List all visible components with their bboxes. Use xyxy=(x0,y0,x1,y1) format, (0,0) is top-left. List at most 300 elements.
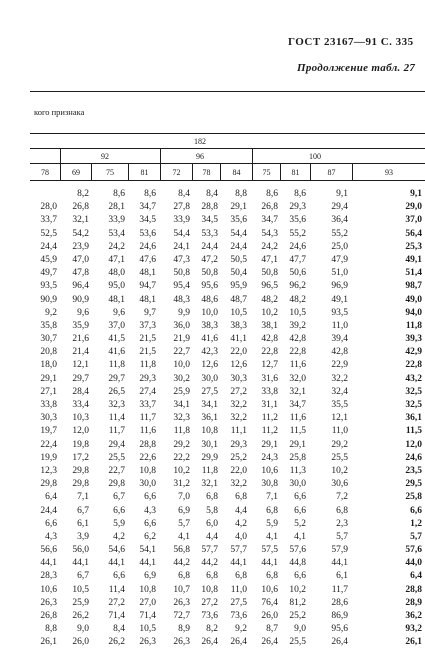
table-cell: 10,6 xyxy=(261,584,278,595)
table-cell: 30,0 xyxy=(139,479,156,490)
table-cell: 30,3 xyxy=(40,413,57,424)
table-cell: 30,6 xyxy=(331,479,348,490)
table-cell: 10,2 xyxy=(173,465,190,476)
data-column xyxy=(221,188,247,650)
table-cell: 47,1 xyxy=(261,254,278,265)
table-cell: 37,3 xyxy=(139,320,156,331)
col-header: 84 xyxy=(232,168,241,177)
table-cell: 50,8 xyxy=(173,268,190,279)
table-cell: 6,8 xyxy=(206,492,218,503)
table-cell: 4,2 xyxy=(113,531,125,542)
table-cell: 12,1 xyxy=(331,413,348,424)
col-header: 75 xyxy=(106,168,114,177)
table-cell: 27,5 xyxy=(201,386,218,397)
table-cell: 31,6 xyxy=(261,373,278,384)
table-cell: 44,1 xyxy=(72,558,89,569)
table-cell: 26,2 xyxy=(72,611,89,621)
table-cell: 30,3 xyxy=(230,373,247,384)
table-cell: 21,9 xyxy=(173,334,190,345)
table-cell: 54,6 xyxy=(108,545,125,556)
table-cell: 6,6 xyxy=(410,505,422,516)
table-cell: 6,6 xyxy=(144,492,156,503)
table-cell: 26,3 xyxy=(173,597,190,608)
table-cell: 32,2 xyxy=(230,479,247,490)
table-cell: 10,0 xyxy=(173,360,190,371)
table-cell: 48,1 xyxy=(139,294,156,305)
table-cell: 30,8 xyxy=(261,479,278,490)
table-cell: 29,8 xyxy=(108,479,125,490)
table-cell: 32,5 xyxy=(405,386,422,397)
table-cell: 54,4 xyxy=(230,228,247,239)
table-cell: 29,9 xyxy=(201,452,218,463)
table-cell: 55,2 xyxy=(331,228,348,239)
col-header: 81 xyxy=(291,168,300,177)
table-cell: 48,6 xyxy=(201,294,218,305)
table-cell: 73,6 xyxy=(201,611,218,621)
header-rule-4 xyxy=(30,180,425,181)
table-cell: 25,8 xyxy=(405,492,422,503)
table-cell: 6,6 xyxy=(45,518,57,529)
table-cell: 33,9 xyxy=(173,215,190,226)
table-cell: 8,4 xyxy=(113,624,125,635)
table-cell: 26,2 xyxy=(108,637,125,648)
table-cell: 11,5 xyxy=(289,426,306,437)
table-cell: 12,6 xyxy=(230,360,247,371)
table-cell: 6,6 xyxy=(113,571,125,582)
table-cell: 4,1 xyxy=(266,531,278,542)
table-cell: 6,7 xyxy=(77,505,89,516)
table-cell: 51,4 xyxy=(405,268,422,279)
table-cell: 6,6 xyxy=(294,571,306,582)
table-cell: 11,7 xyxy=(331,584,348,595)
table-cell: 41,6 xyxy=(201,334,218,345)
table-cell: 47,2 xyxy=(201,254,218,265)
table-cell: 11,0 xyxy=(331,320,348,331)
table-cell: 50,8 xyxy=(261,268,278,279)
table-cell: 36,2 xyxy=(405,611,422,621)
table-cell: 56,0 xyxy=(72,545,89,556)
table-cell: 93,2 xyxy=(405,624,422,635)
subgroup-92: 92 xyxy=(101,152,109,161)
table-cell xyxy=(30,188,57,201)
table-cell: 25,5 xyxy=(289,637,306,648)
table-cell: 10,5 xyxy=(72,584,89,595)
table-cell: 38,3 xyxy=(201,320,218,331)
table-cell: 32,2 xyxy=(230,413,247,424)
table-cell: 96,9 xyxy=(331,281,348,292)
table-cell: 11,8 xyxy=(108,360,125,371)
table-cell: 27,0 xyxy=(139,597,156,608)
table-cell: 10,2 xyxy=(289,584,306,595)
table-cell: 23,5 xyxy=(405,465,422,476)
table-cell: 9,2 xyxy=(45,307,57,318)
table-cell: 6,7 xyxy=(77,571,89,582)
table-cell: 11,6 xyxy=(289,360,306,371)
table-cell: 50,6 xyxy=(289,268,306,279)
col-header: 69 xyxy=(72,168,80,177)
table-cell: 34,1 xyxy=(173,400,190,410)
table-cell: 48,3 xyxy=(173,294,190,305)
table-cell: 9,6 xyxy=(113,307,125,318)
table-cell: 96,5 xyxy=(261,281,278,292)
data-column xyxy=(92,188,125,650)
table-cell: 34,7 xyxy=(261,215,278,226)
table-cell: 35,5 xyxy=(331,400,348,410)
table-cell: 35,9 xyxy=(72,320,89,331)
table-cell: 7,1 xyxy=(266,492,278,503)
table-cell: 11,4 xyxy=(108,584,125,595)
table-cell: 30,2 xyxy=(173,373,190,384)
col-header: 81 xyxy=(140,168,149,177)
table-cell: 44,0 xyxy=(405,558,422,569)
table-cell: 10,5 xyxy=(230,307,247,318)
table-cell: 4,2 xyxy=(235,518,247,529)
table-cell: 29,3 xyxy=(289,202,306,213)
table-cell: 35,6 xyxy=(289,215,306,226)
table-cell: 6,8 xyxy=(235,571,247,582)
table-cell: 48,2 xyxy=(261,294,278,305)
table-cell: 47,1 xyxy=(108,254,125,265)
table-cell: 8,4 xyxy=(178,189,190,199)
table-cell: 6,8 xyxy=(235,492,247,503)
table-cell: 45,9 xyxy=(40,254,57,265)
table-cell: 29,1 xyxy=(230,202,247,213)
table-cell: 95,0 xyxy=(108,281,125,292)
table-cell: 36,4 xyxy=(331,215,348,226)
table-cell: 33,9 xyxy=(108,215,125,226)
table-cell: 26,4 xyxy=(261,637,278,648)
table-cell: 11,1 xyxy=(230,426,247,437)
table-cell: 32,1 xyxy=(201,479,218,490)
table-cell: 11,0 xyxy=(230,584,247,595)
table-cell: 5,8 xyxy=(206,505,218,516)
table-cell: 6,8 xyxy=(178,571,190,582)
table-cell: 22,2 xyxy=(173,452,190,463)
table-cell: 57,5 xyxy=(261,545,278,556)
table-cell: 32,3 xyxy=(108,400,125,410)
table-cell: 25,5 xyxy=(108,452,125,463)
table-cell: 28,3 xyxy=(40,571,57,582)
data-column xyxy=(30,188,57,650)
table-cell: 6,8 xyxy=(266,505,278,516)
header-rule-2 xyxy=(30,148,425,149)
table-cell: 44,1 xyxy=(261,558,278,569)
table-cell: 29,1 xyxy=(40,373,57,384)
table-cell: 36,0 xyxy=(173,320,190,331)
table-cell: 29,3 xyxy=(230,439,247,450)
table-cell: 32,5 xyxy=(405,400,422,410)
table-cell: 42,8 xyxy=(261,334,278,345)
table-cell: 53,6 xyxy=(139,228,156,239)
table-cell: 34,1 xyxy=(201,400,218,410)
table-cell: 24,4 xyxy=(230,241,247,252)
table-cell: 29,4 xyxy=(331,202,348,213)
table-cell: 28,1 xyxy=(108,202,125,213)
table-cell: 95,9 xyxy=(230,281,247,292)
table-cell: 27,2 xyxy=(201,597,218,608)
table-cell: 48,2 xyxy=(289,294,306,305)
data-column xyxy=(129,188,156,650)
table-cell: 50,5 xyxy=(230,254,247,265)
table-cell: 9,9 xyxy=(178,307,190,318)
table-cell: 57,6 xyxy=(405,545,422,556)
table-cell: 24,4 xyxy=(40,241,57,252)
table-cell: 8,6 xyxy=(266,189,278,199)
table-cell: 38,3 xyxy=(230,320,247,331)
table-cell: 28,0 xyxy=(40,202,57,213)
table-continuation-label: Продолжение табл. 27 xyxy=(297,62,416,74)
table-cell: 6,4 xyxy=(45,492,57,503)
table-cell: 6,6 xyxy=(294,492,306,503)
table-cell: 51,0 xyxy=(331,268,348,279)
table-cell: 39,4 xyxy=(331,334,348,345)
table-cell: 22,8 xyxy=(289,347,306,358)
table-cell: 32,4 xyxy=(331,386,348,397)
table-cell: 24,2 xyxy=(261,241,278,252)
table-cell: 44,1 xyxy=(139,558,156,569)
table-cell: 39,3 xyxy=(405,334,422,345)
table-cell: 10,0 xyxy=(201,307,218,318)
table-cell: 11,3 xyxy=(289,465,306,476)
table-cell: 25,2 xyxy=(289,611,306,621)
data-column xyxy=(193,188,218,650)
table-cell: 22,7 xyxy=(108,465,125,476)
table-cell: 11,8 xyxy=(405,320,422,331)
table-cell: 71,4 xyxy=(139,611,156,621)
table-cell: 95,6 xyxy=(331,624,348,635)
table-cell: 6,9 xyxy=(178,505,190,516)
table-cell: 35,6 xyxy=(230,215,247,226)
table-cell: 21,4 xyxy=(72,347,89,358)
table-cell: 6,6 xyxy=(144,518,156,529)
table-cell: 8,8 xyxy=(235,189,247,199)
table-cell: 34,5 xyxy=(139,215,156,226)
table-cell: 5,9 xyxy=(266,518,278,529)
table-cell: 26,0 xyxy=(72,637,89,648)
table-cell: 48,7 xyxy=(230,294,247,305)
table-cell: 28,9 xyxy=(405,597,422,608)
table-cell: 43,2 xyxy=(405,373,422,384)
table-cell: 36,1 xyxy=(201,413,218,424)
table-cell: 29,1 xyxy=(261,439,278,450)
table-cell: 29,8 xyxy=(40,479,57,490)
table-cell: 6,8 xyxy=(206,571,218,582)
table-cell: 29,3 xyxy=(139,373,156,384)
table-cell: 25,9 xyxy=(173,386,190,397)
table-cell: 9,2 xyxy=(235,624,247,635)
table-cell: 29,2 xyxy=(173,439,190,450)
table-cell: 10,5 xyxy=(139,624,156,635)
table-cell: 11,2 xyxy=(261,413,278,424)
table-cell: 26,1 xyxy=(405,637,422,648)
table-cell: 50,8 xyxy=(201,268,218,279)
table-cell: 32,2 xyxy=(331,373,348,384)
table-cell: 33,4 xyxy=(72,400,89,410)
table-cell: 33,8 xyxy=(40,400,57,410)
table-cell: 10,7 xyxy=(173,584,190,595)
table-cell: 7,0 xyxy=(178,492,190,503)
table-cell: 27,2 xyxy=(108,597,125,608)
table-cell: 24,6 xyxy=(139,241,156,252)
table-cell: 6,7 xyxy=(113,492,125,503)
table-cell: 48,1 xyxy=(139,268,156,279)
table-cell: 56,4 xyxy=(405,228,422,239)
table-cell: 27,4 xyxy=(139,386,156,397)
table-cell: 6,1 xyxy=(336,571,348,582)
table-cell: 25,5 xyxy=(331,452,348,463)
table-cell: 47,7 xyxy=(289,254,306,265)
table-cell: 36,1 xyxy=(405,413,422,424)
table-cell: 11,8 xyxy=(173,426,190,437)
table-cell: 5,7 xyxy=(178,518,190,529)
table-cell: 29,2 xyxy=(331,439,348,450)
table-cell: 11,4 xyxy=(108,413,125,424)
group-label: 182 xyxy=(194,137,206,146)
table-cell: 4,3 xyxy=(45,531,57,542)
table-cell: 30,0 xyxy=(201,373,218,384)
table-cell: 6,8 xyxy=(336,505,348,516)
table-cell: 48,1 xyxy=(108,294,125,305)
table-cell: 96,4 xyxy=(72,281,89,292)
table-cell: 25,3 xyxy=(405,241,422,252)
table-cell: 56,6 xyxy=(40,545,57,556)
table-cell: 2,3 xyxy=(336,518,348,529)
table-cell: 24,6 xyxy=(405,452,422,463)
table-cell: 6,6 xyxy=(113,505,125,516)
table-cell: 57,7 xyxy=(201,545,218,556)
header-rule-3 xyxy=(30,163,425,164)
table-cell: 44,8 xyxy=(289,558,306,569)
table-cell: 22,8 xyxy=(405,360,422,371)
table-cell: 6,6 xyxy=(294,505,306,516)
table-cell: 21,6 xyxy=(72,334,89,345)
table-cell: 23,9 xyxy=(72,241,89,252)
table-cell: 10,2 xyxy=(261,307,278,318)
table-cell: 25,0 xyxy=(331,241,348,252)
table-cell: 22,4 xyxy=(40,439,57,450)
table-cell: 8,7 xyxy=(266,624,278,635)
table-cell: 54,1 xyxy=(139,545,156,556)
table-cell: 33,7 xyxy=(139,400,156,410)
table-cell: 10,3 xyxy=(72,413,89,424)
table-cell: 32,0 xyxy=(289,373,306,384)
table-cell: 11,6 xyxy=(289,413,306,424)
table-cell: 27,8 xyxy=(173,202,190,213)
table-cell: 57,9 xyxy=(331,545,348,556)
table-cell: 9,0 xyxy=(77,624,89,635)
table-cell: 29,8 xyxy=(72,479,89,490)
table-cell: 21,5 xyxy=(139,347,156,358)
table-cell: 4,3 xyxy=(144,505,156,516)
table-cell: 11,2 xyxy=(261,426,278,437)
table-cell: 6,0 xyxy=(206,518,218,529)
table-cell: 8,9 xyxy=(178,624,190,635)
table-cell: 28,8 xyxy=(201,202,218,213)
table-cell: 26,3 xyxy=(139,637,156,648)
table-cell: 26,3 xyxy=(40,597,57,608)
table-cell: 5,7 xyxy=(336,531,348,542)
table-cell: 72,7 xyxy=(173,611,190,621)
table-cell: 52,5 xyxy=(40,228,57,239)
table-cell: 26,3 xyxy=(173,637,190,648)
col-header: 75 xyxy=(262,168,271,177)
table-cell: 42,8 xyxy=(289,334,306,345)
table-cell: 6,2 xyxy=(144,531,156,542)
table-cell: 30,7 xyxy=(40,334,57,345)
table-cell: 29,5 xyxy=(405,479,422,490)
table-cell: 9,6 xyxy=(77,307,89,318)
table-cell: 31,1 xyxy=(261,400,278,410)
table-cell: 10,8 xyxy=(201,426,218,437)
table-cell: 95,6 xyxy=(201,281,218,292)
table-cell: 73,6 xyxy=(230,611,247,621)
table-cell: 42,9 xyxy=(405,347,422,358)
table-cell: 12,6 xyxy=(201,360,218,371)
table-cell: 44,2 xyxy=(201,558,218,569)
data-column xyxy=(61,188,89,650)
table-cell: 10,8 xyxy=(139,584,156,595)
table-cell: 11,8 xyxy=(139,360,156,371)
table-cell: 9,1 xyxy=(336,189,348,199)
table-cell: 34,5 xyxy=(201,215,218,226)
table-cell: 25,9 xyxy=(72,597,89,608)
table-cell: 18,0 xyxy=(40,360,57,371)
table-cell: 10,2 xyxy=(331,465,348,476)
table-cell: 90,9 xyxy=(40,294,57,305)
table-cell: 11,5 xyxy=(405,426,422,437)
table-cell: 41,1 xyxy=(230,334,247,345)
table-cell: 10,6 xyxy=(261,465,278,476)
col-header: 78 xyxy=(202,168,211,177)
table-cell: 6,1 xyxy=(77,518,89,529)
table-cell: 11,8 xyxy=(201,465,218,476)
table-cell: 26,8 xyxy=(72,202,89,213)
table-cell: 41,6 xyxy=(108,347,125,358)
subgroup-100: 100 xyxy=(309,152,321,161)
table-cell: 29,8 xyxy=(72,465,89,476)
table-cell: 6,4 xyxy=(410,571,422,582)
table-cell: 56,8 xyxy=(173,545,190,556)
table-cell: 6,8 xyxy=(266,571,278,582)
table-cell: 4,0 xyxy=(235,531,247,542)
table-cell: 54,3 xyxy=(261,228,278,239)
table-cell: 33,8 xyxy=(261,386,278,397)
table-cell: 29,7 xyxy=(72,373,89,384)
table-cell: 22,0 xyxy=(230,465,247,476)
table-cell: 7,2 xyxy=(336,492,348,503)
table-cell: 26,4 xyxy=(201,637,218,648)
table-cell: 22,0 xyxy=(230,347,247,358)
table-cell: 47,8 xyxy=(72,268,89,279)
table-cell: 32,2 xyxy=(230,400,247,410)
table-cell: 12,1 xyxy=(72,360,89,371)
table-cell: 4,1 xyxy=(294,531,306,542)
table-cell: 26,4 xyxy=(331,637,348,648)
table-cell: 49,1 xyxy=(331,294,348,305)
table-cell: 5,9 xyxy=(113,518,125,529)
table-cell: 38,1 xyxy=(261,320,278,331)
col-header: 93 xyxy=(385,168,393,177)
table-cell: 29,0 xyxy=(405,202,422,213)
table-cell: 1,2 xyxy=(410,518,422,529)
table-cell: 33,7 xyxy=(40,215,57,226)
table-cell: 34,7 xyxy=(139,202,156,213)
table-cell: 34,7 xyxy=(289,400,306,410)
table-cell: 26,4 xyxy=(230,637,247,648)
table-cell: 49,7 xyxy=(40,268,57,279)
table-cell: 41,5 xyxy=(108,334,125,345)
header-rule-1 xyxy=(30,133,425,134)
